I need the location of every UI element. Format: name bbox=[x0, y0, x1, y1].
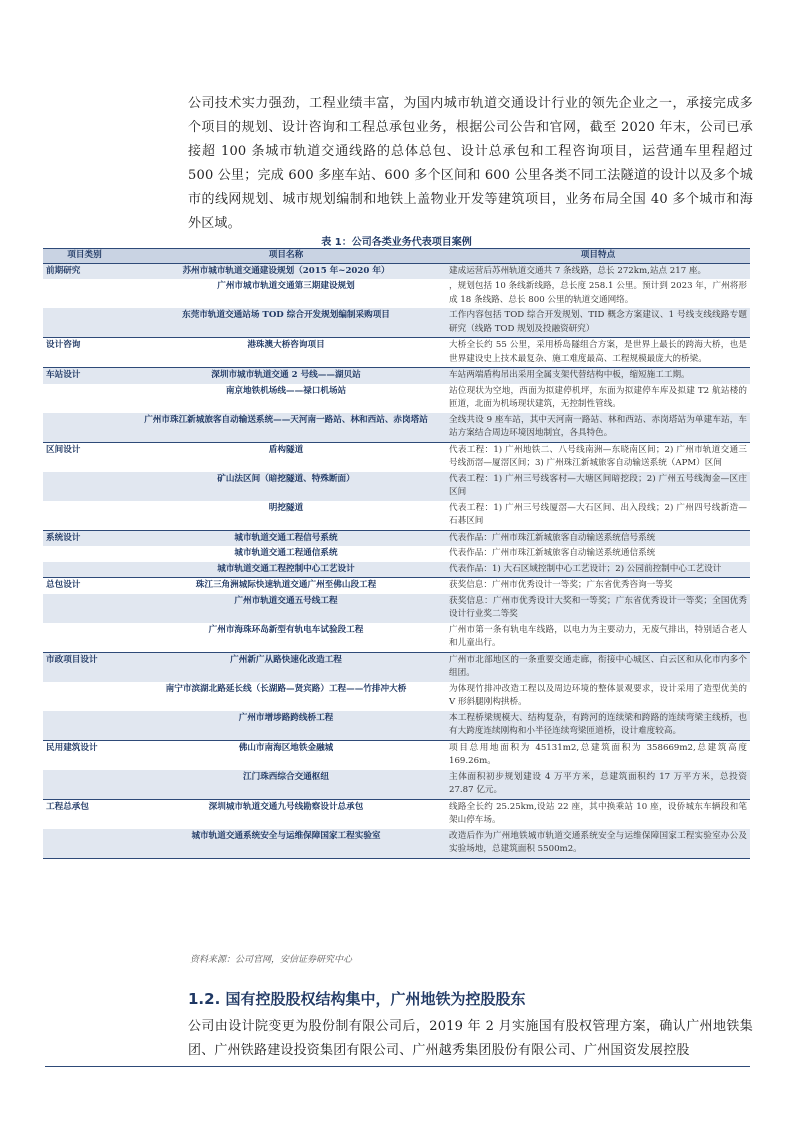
cell-feature: 车站两端盾构吊出采用全属支架代替结构中板，缩短施工工期。 bbox=[446, 368, 750, 384]
header-feature: 项目特点 bbox=[446, 249, 750, 264]
cell-feature: 大桥全长约 55 公里，采用桥岛隧组合方案，是世界上最长的跨海大桥，也是世界建设史上技术最复杂、施工难度最高、工程规模最庞大的桥梁。 bbox=[446, 338, 750, 368]
cell-category bbox=[43, 682, 126, 711]
cell-name: 南京地铁机场线——禄口机场站 bbox=[225, 385, 347, 396]
cell-feature: 工作内容包括 TOD 综合开发规划、TID 概念方案建议、1 号线支线线路专题研究（线路 TOD 规划及投融资研究） bbox=[446, 308, 750, 338]
cell-name: 苏州市城市轨道交通建设规划（2015 年~2020 年） bbox=[126, 263, 446, 279]
cell-category bbox=[43, 501, 126, 531]
project-table bbox=[43, 248, 750, 859]
cell-name: 盾构隧道 bbox=[126, 442, 446, 472]
cell-category bbox=[43, 594, 126, 623]
cell-feature: ，规划包括 10 条线新线路，总长度 258.1 公里。预计到 2023 年，广州将形成 18 条线路、总长 800 公里的轨道交通网络。 bbox=[449, 281, 747, 305]
cell-name: 深圳市城市轨道交通 2 号线——湖贝站 bbox=[126, 368, 446, 384]
footer-rule bbox=[45, 1066, 750, 1067]
table-row bbox=[43, 711, 750, 741]
intro-paragraph: 公司技术实力强劲，工程业绩丰富，为国内城市轨道交通设计行业的领先企业之一，承接完成多个项目的规划、设计咨询和工程总承包业务，根据公司公告和官网，截至 2020 年末，公司已承接超 100 条城市轨道交通线路的总体总包、设计总承包和工程咨询项目，运营通车里程超过 500 公里；完成 600 多座车站、600 多个区间和 600 公里各类不同工法隧道的设计以及多个城市的线网规划、城市规划编制和地铁上盖物业开发等建筑项目，业务布局全国 40 多个城市和海外区域。 bbox=[188, 96, 753, 231]
cell-category: 车站设计 bbox=[43, 368, 126, 384]
table-row bbox=[43, 623, 750, 653]
table-row bbox=[43, 770, 750, 800]
table-row bbox=[43, 442, 750, 472]
cell-name: 广州市城市轨道交通第三期建设规划 bbox=[217, 281, 355, 291]
table-row bbox=[43, 308, 750, 338]
cell-feature: 主体面积初步规划建设 4 万平方米，总建筑面积约 17 万平方米，总投资 27.87 亿元。 bbox=[446, 770, 750, 800]
cell-name: 南宁市滨湖北路延长线（长湖路—贤宾路）工程——竹排冲大桥 bbox=[165, 683, 407, 694]
cell-feature: 改造后作为广州地铁城市轨道交通系统安全与运维保障国家工程实验室办公及实验场地，总建筑面积 5500m2。 bbox=[446, 829, 750, 859]
cell-category bbox=[43, 770, 126, 800]
cell-category bbox=[43, 384, 126, 413]
cell-name: 广州市轨道交通五号线工程 bbox=[126, 594, 446, 623]
header-name: 项目名称 bbox=[126, 249, 446, 264]
table-row bbox=[43, 472, 750, 501]
table-row bbox=[43, 279, 750, 308]
table-row bbox=[43, 829, 750, 859]
cell-feature: 项目总用地面积为 45131m2,总建筑面积为 358669m2,总建筑高度 169.26m。 bbox=[446, 740, 750, 770]
cell-feature: 全线共设 9 座车站，其中天河南一路站、林和西站、赤岗塔站为单建车站，车站方案结合周边环境因地制宜，各具特色。 bbox=[446, 413, 750, 443]
section-heading: 1.2. 国有控股股权结构集中，广州地铁为控股股东 bbox=[188, 990, 526, 1008]
table-row bbox=[43, 384, 750, 413]
cell-category bbox=[43, 623, 126, 653]
table-row bbox=[43, 368, 750, 384]
table-row bbox=[43, 652, 750, 682]
cell-feature: 为体现竹排冲改造工程以及周边环境的整体景观要求，设计采用了造型优美的 V 形斜腿刚构拱桥。 bbox=[449, 683, 747, 707]
cell-name: 佛山市南海区地铁金融城 bbox=[126, 740, 446, 770]
cell-feature: 广州市第一条有轨电车线路，以电力为主要动力，无废气排出，特别适合老人和儿童出行。 bbox=[449, 624, 747, 648]
cell-name: 城市轨道交通工程控制中心工艺设计 bbox=[126, 562, 446, 578]
cell-feature: 广州市北部地区的一条重要交通走廊，衔接中心城区、白云区和从化市内多个组团。 bbox=[446, 652, 750, 682]
cell-name: 珠江三角洲城际快速轨道交通广州至佛山段工程 bbox=[126, 578, 446, 594]
cell-feature: 代表工程：1) 广州地铁二、八号线南洲—东晓南区间；2) 广州市轨道交通三号线沥滘—厦滘区间；3) 广州珠江新城旅客自动输送系统（APM）区间 bbox=[446, 442, 750, 472]
cell-name: 城市轨道交通工程通信系统 bbox=[234, 548, 338, 558]
cell-feature: 代表作品：1) 大石区域控制中心工艺设计；2) 公园前控制中心工艺设计 bbox=[446, 562, 750, 578]
cell-name: 城市轨道交通工程信号系统 bbox=[126, 530, 446, 546]
cell-category bbox=[43, 562, 126, 578]
cell-category bbox=[43, 472, 126, 501]
cell-category bbox=[43, 279, 126, 308]
cell-feature: 代表工程：1) 广州三号线客村—大塘区间暗挖段；2) 广州五号线淘金—区庄区间 bbox=[446, 472, 750, 501]
cell-category bbox=[43, 829, 126, 859]
table-row bbox=[43, 682, 750, 711]
table-row bbox=[43, 413, 750, 443]
cell-name: 港珠澳大桥咨询项目 bbox=[126, 338, 446, 368]
table-row bbox=[43, 501, 750, 531]
cell-category: 设计咨询 bbox=[43, 338, 126, 368]
cell-feature: 站位现状为空地，西面为拟建停机坪，东面为拟建停车库及拟建 T2 航站楼的匝道，北面为机场现状建筑，无控制性管线。 bbox=[449, 385, 747, 409]
cell-name: 广州市珠江新城旅客自动输送系统——天河南一路站、林和西站、赤岗塔站 bbox=[126, 413, 446, 443]
cell-name: 江门珠西综合交通枢纽 bbox=[126, 770, 446, 800]
cell-name: 广州市海珠环岛新型有轨电车试验段工程 bbox=[208, 624, 364, 635]
table-row bbox=[43, 799, 750, 829]
cell-name: 广州市增埗路跨线桥工程 bbox=[126, 711, 446, 741]
cell-category bbox=[43, 711, 126, 741]
cell-feature: 代表工程：1) 广州三号线厦滘—大石区间、出入段线；2) 广州四号线新造—石碁区间 bbox=[449, 502, 747, 526]
cell-category: 工程总承包 bbox=[43, 799, 126, 829]
cell-name: 明挖隧道 bbox=[268, 502, 304, 513]
cell-name: 深圳城市轨道交通九号线勘察设计总承包 bbox=[126, 799, 446, 829]
cell-category bbox=[43, 308, 126, 338]
table-row bbox=[43, 263, 750, 279]
cell-feature: 线路全长约 25.25km,设站 22 座，其中换乘站 10 座，设侨城东车辆段和笔架山停车场。 bbox=[446, 799, 750, 829]
cell-feature: 代表作品：广州市珠江新城旅客自动输送系统信号系统 bbox=[446, 530, 750, 546]
cell-feature: 本工程桥梁规模大、结构复杂，有跨河的连续梁和跨路的连续弯梁主线桥，也有大跨度连续刚构和小半径连续弯梁匝道桥，设计难度较高。 bbox=[446, 711, 750, 741]
cell-name: 城市轨道交通系统安全与运维保障国家工程实验室 bbox=[126, 829, 446, 859]
cell-category: 系统设计 bbox=[43, 530, 126, 546]
cell-name: 矿山法区间（暗挖隧道、特殊断面） bbox=[126, 472, 446, 501]
cell-feature: 获奖信息：广州市优秀设计一等奖；广东省优秀咨询一等奖 bbox=[446, 578, 750, 594]
table-row bbox=[43, 562, 750, 578]
table-source: 资料来源：公司官网，安信证券研究中心 bbox=[190, 955, 353, 965]
cell-name: 广州新广从路快速化改造工程 bbox=[126, 652, 446, 682]
cell-feature: 代表作品：广州市珠江新城旅客自动输送系统通信系统 bbox=[449, 548, 656, 558]
table-row bbox=[43, 338, 750, 368]
body-paragraph: 公司由设计院变更为股份制有限公司后，2019 年 2 月实施国有股权管理方案，确认广州地铁集团、广州铁路建设投资集团有限公司、广州越秀集团股份有限公司、广州国资发展控股 bbox=[188, 1019, 753, 1058]
table-row bbox=[43, 594, 750, 623]
cell-category: 市政项目设计 bbox=[43, 652, 126, 682]
table-title: 表 1：公司各类业务代表项目案例 bbox=[321, 237, 472, 248]
cell-category: 总包设计 bbox=[43, 578, 126, 594]
cell-category bbox=[43, 413, 126, 443]
table-row bbox=[43, 578, 750, 594]
cell-category: 区间设计 bbox=[43, 442, 126, 472]
table-row bbox=[43, 546, 750, 562]
table-header-row bbox=[43, 249, 750, 264]
header-category: 项目类别 bbox=[43, 249, 126, 264]
cell-name: 东莞市轨道交通站场 TOD 综合开发规划编制采购项目 bbox=[126, 308, 446, 338]
cell-feature: 获奖信息：广州市优秀设计大奖和一等奖；广东省优秀设计一等奖；全国优秀设计行业奖二等奖 bbox=[446, 594, 750, 623]
cell-category bbox=[43, 546, 126, 562]
table-row bbox=[43, 740, 750, 770]
cell-feature: 建成运营后苏州轨道交通共 7 条线路，总长 272km,站点 217 座。 bbox=[446, 263, 750, 279]
cell-category: 民用建筑设计 bbox=[43, 740, 126, 770]
table-row bbox=[43, 530, 750, 546]
cell-category: 前期研究 bbox=[43, 263, 126, 279]
